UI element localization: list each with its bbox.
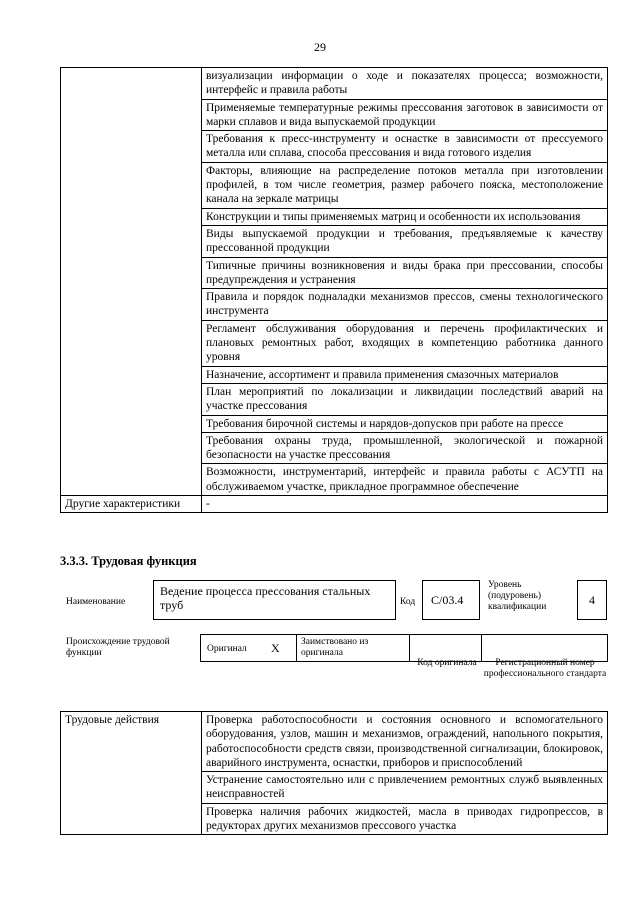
knowledge-label-cell [61, 68, 202, 496]
table-row [61, 496, 608, 513]
origin-original-cell [200, 634, 297, 662]
origin-borrowed-text: Заимствовано из оригинала [301, 637, 369, 658]
code-label: Код [400, 597, 416, 607]
knowledge-cell: Конструкции и типы применяемых матриц и особенности их использования [202, 208, 608, 225]
origin-borrowed-cell [296, 634, 410, 662]
qualification-level-box: 4 [577, 580, 607, 620]
knowledge-cell: визуализации информации о ходе и показателях процесса; возможности, интерфейс и правила работы [202, 68, 608, 100]
knowledge-cell: Требования охраны труда, промышленной, экологической и пожарной безопасности на участке прессования [202, 432, 608, 464]
knowledge-cell: Правила и порядок подналадки механизмов прессов, смены технологического инструмента [202, 289, 608, 321]
knowledge-cell: Возможности, инструментарий, интерфейс и правила работы с АСУТП на обслуживаемом участке, прикладное программное обеспечение [202, 464, 608, 496]
name-label: Наименование [66, 597, 126, 607]
knowledge-cell: Регламент обслуживания оборудования и перечень профилактических и плановых ремонтных работ, входящих в компетенцию работника данного уровня [202, 320, 608, 366]
knowledge-cell: Назначение, ассортимент и правила применения смазочных материалов [202, 366, 608, 383]
table-row [61, 68, 608, 100]
knowledge-cell: Факторы, влияющие на распределение потоков металла при изготовлении профилей, в том числе геометрия, размер рабочего пояска, местоположение канала на зеркале матрицы [202, 162, 608, 208]
function-name-box: Ведение процесса прессования стальных труб [153, 580, 396, 620]
origin-code-caption: Код оригинала [417, 658, 477, 668]
section-title: 3.3.3. Трудовая функция [60, 554, 197, 568]
knowledge-cell: Требования к пресс-инструменту и оснастке в зависимости от прессуемого металла или сплава, способа прессования и вида готового изделия [202, 131, 608, 163]
labor-actions-label: Трудовые действия [61, 712, 202, 835]
labor-actions-table [60, 711, 608, 835]
other-characteristics-label: Другие характеристики [61, 496, 202, 513]
qualification-level-label: Уровень (подуровень) квалификации [488, 580, 547, 612]
origin-reg-number-caption: Регистрационный номер профессионального стандарта [483, 658, 607, 679]
knowledge-cell: Требования бирочной системы и нарядов-допусков при работе на прессе [202, 415, 608, 432]
origin-original-mark: X [271, 641, 280, 655]
labor-action-cell: Устранение самостоятельно или с привлечением ремонтных служб выявленных неисправностей [202, 772, 608, 804]
knowledge-cell: План мероприятий по локализации и ликвидации последствий аварий на участке прессования [202, 383, 608, 415]
knowledge-cell: Типичные причины возникновения и виды брака при прессовании, способы предупреждения и устранения [202, 257, 608, 289]
knowledge-cell: Применяемые температурные режимы прессования заготовок в зависимости от марки сплавов и вида выпускаемой продукции [202, 99, 608, 131]
origin-label: Происхождение трудовой функции [66, 637, 170, 658]
function-code-box: C/03.4 [422, 580, 480, 620]
other-characteristics-value: - [202, 496, 608, 513]
labor-action-cell: Проверка работоспособности и состояния основного и вспомогательного оборудования, узлов, машин и механизмов, ограждений, напольного покрытия, работоспособности средств связи, производственной сигнализации, блокировок, аварийного инструмента, оснастки, приборов и приспособлений [202, 712, 608, 772]
knowledge-cell: Виды выпускаемой продукции и требования, предъявляемые к качеству прессованной продукции [202, 225, 608, 257]
labor-action-cell: Проверка наличия рабочих жидкостей, масла в приводах гидропрессов, в редукторах других механизмов прессового участка [202, 803, 608, 835]
page-number: 29 [314, 40, 326, 54]
knowledge-table [60, 67, 608, 513]
origin-original-text: Оригинал [207, 644, 247, 654]
table-row [61, 712, 608, 772]
